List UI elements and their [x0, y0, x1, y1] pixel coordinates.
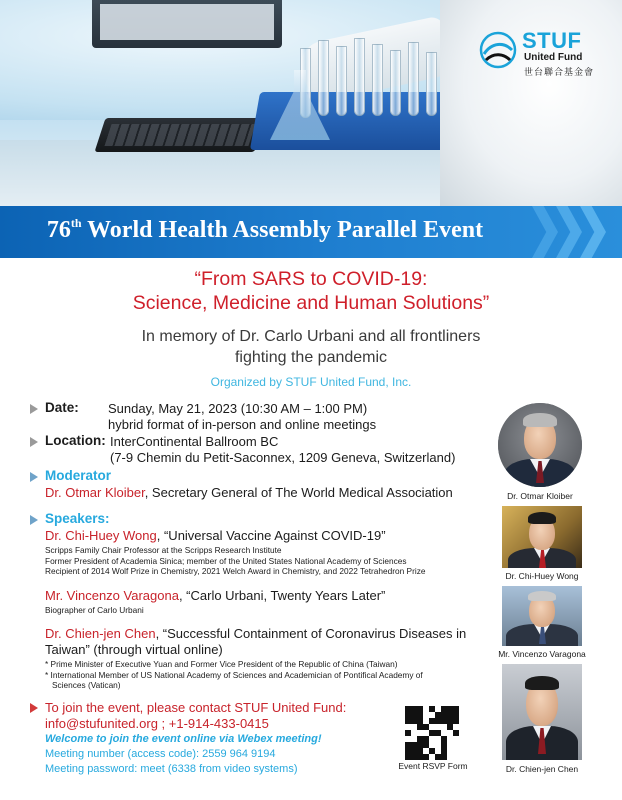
- speaker-3-bio: * Prime Minister of Executive Yuan and Former Vice President of the Republic of China (Taiwan) * International Member of US National Academy of Sciences and Academician of Pontifical Academy of Sciences (Vatican): [45, 659, 423, 690]
- date-value: Sunday, May 21, 2023 (10:30 AM – 1:00 PM): [108, 401, 368, 416]
- logo-subtitle: United Fund: [524, 52, 583, 63]
- moderator-line: Dr. Otmar Kloiber, Secretary General of The World Medical Association: [45, 485, 453, 500]
- qr-module: [441, 754, 447, 760]
- caption-otmar-kloiber: Dr. Otmar Kloiber: [507, 491, 573, 501]
- caption-vincenzo-varagona: Mr. Vincenzo Varagona: [498, 649, 586, 659]
- bullet-arrow-icon: [30, 437, 38, 447]
- portrait-otmar-kloiber: [498, 403, 582, 487]
- bullet-arrow-icon: [30, 703, 38, 713]
- caption-chi-huey-wong: Dr. Chi-Huey Wong: [505, 571, 579, 581]
- qr-module: [423, 754, 429, 760]
- contact-line: To join the event, please contact STUF United Fund:: [45, 700, 347, 715]
- meeting-number: Meeting number (access code): 2559 964 9194: [45, 748, 276, 760]
- bullet-arrow-icon: [30, 404, 38, 414]
- contact-email-phone[interactable]: info@stufunited.org ; +1-914-433-0415: [45, 716, 269, 731]
- qr-caption: Event RSVP Form: [398, 761, 468, 771]
- speaker-3-line: Dr. Chien-jen Chen, “Successful Containment of Coronavirus Diseases in: [45, 626, 467, 641]
- portrait-chien-jen-chen: [502, 664, 582, 760]
- stuf-logo: [478, 28, 608, 84]
- date-format: hybrid format of in-person and online meetings: [108, 417, 377, 432]
- event-headline: “From SARS to COVID-19: Science, Medicine and Human Solutions”: [132, 268, 490, 314]
- organizer-line: Organized by STUF United Fund, Inc.: [210, 375, 412, 389]
- chevron-icon: [556, 206, 582, 258]
- speaker-3-name: Dr. Chien-jen Chen: [45, 626, 156, 641]
- qr-module: [453, 730, 459, 736]
- stuf-globe-icon: [478, 30, 518, 70]
- bullet-arrow-icon: [30, 515, 38, 525]
- bullet-arrow-icon: [30, 472, 38, 482]
- speaker-1-line: Dr. Chi-Huey Wong, “Universal Vaccine Against COVID-19”: [45, 528, 386, 543]
- moderator-label: Moderator: [45, 468, 112, 483]
- speaker-2-name: Mr. Vincenzo Varagona: [45, 588, 179, 603]
- qr-module: [453, 718, 459, 724]
- qr-module: [405, 730, 411, 736]
- portrait-chi-huey-wong: [502, 506, 582, 568]
- caption-chien-jen-chen: Dr. Chien-jen Chen: [505, 764, 579, 774]
- meeting-password: Meeting password: meet (6338 from video systems): [45, 763, 298, 775]
- banner-title: 76th World Health Assembly Parallel Event: [46, 216, 484, 243]
- speaker-3-line-2: Taiwan” (through virtual online): [45, 642, 223, 657]
- event-banner: [0, 206, 622, 258]
- memorial-dedication: In memory of Dr. Carlo Urbani and all frontliners fighting the pandemic: [141, 328, 481, 366]
- logo-cjk-name: 世台聯合基金會: [524, 67, 595, 77]
- speaker-2-bio: Biographer of Carlo Urbani: [45, 605, 144, 615]
- location-label: Location:: [45, 433, 106, 448]
- chevron-icon: [532, 206, 558, 258]
- chevron-icon: [580, 206, 606, 258]
- speaker-2-line: Mr. Vincenzo Varagona, “Carlo Urbani, Twenty Years Later”: [45, 588, 386, 603]
- date-label: Date:: [45, 400, 79, 415]
- logo-name: STUF: [522, 28, 582, 53]
- speaker-1-name: Dr. Chi-Huey Wong: [45, 528, 157, 543]
- speakers-label: Speakers:: [45, 511, 110, 526]
- location-address: (7-9 Chemin du Petit-Saconnex, 1209 Geneva, Switzerland): [110, 450, 456, 465]
- rsvp-qr-code[interactable]: [405, 706, 459, 760]
- speaker-1-bio: Scripps Family Chair Professor at the Scripps Research Institute Former President of Academia Sinica; member of the United States National Academy of Sciences Recipient of 2014 Wolf Prize in Chemistry, 2021 Welch Award in Chemistry, and 2022 Tetrahedron Prize: [45, 545, 426, 576]
- portrait-vincenzo-varagona: [502, 586, 582, 646]
- moderator-name: Dr. Otmar Kloiber: [45, 485, 145, 500]
- webex-invite: Welcome to join the event online via Webex meeting!: [45, 733, 322, 745]
- location-venue: InterContinental Ballroom BC: [110, 434, 279, 449]
